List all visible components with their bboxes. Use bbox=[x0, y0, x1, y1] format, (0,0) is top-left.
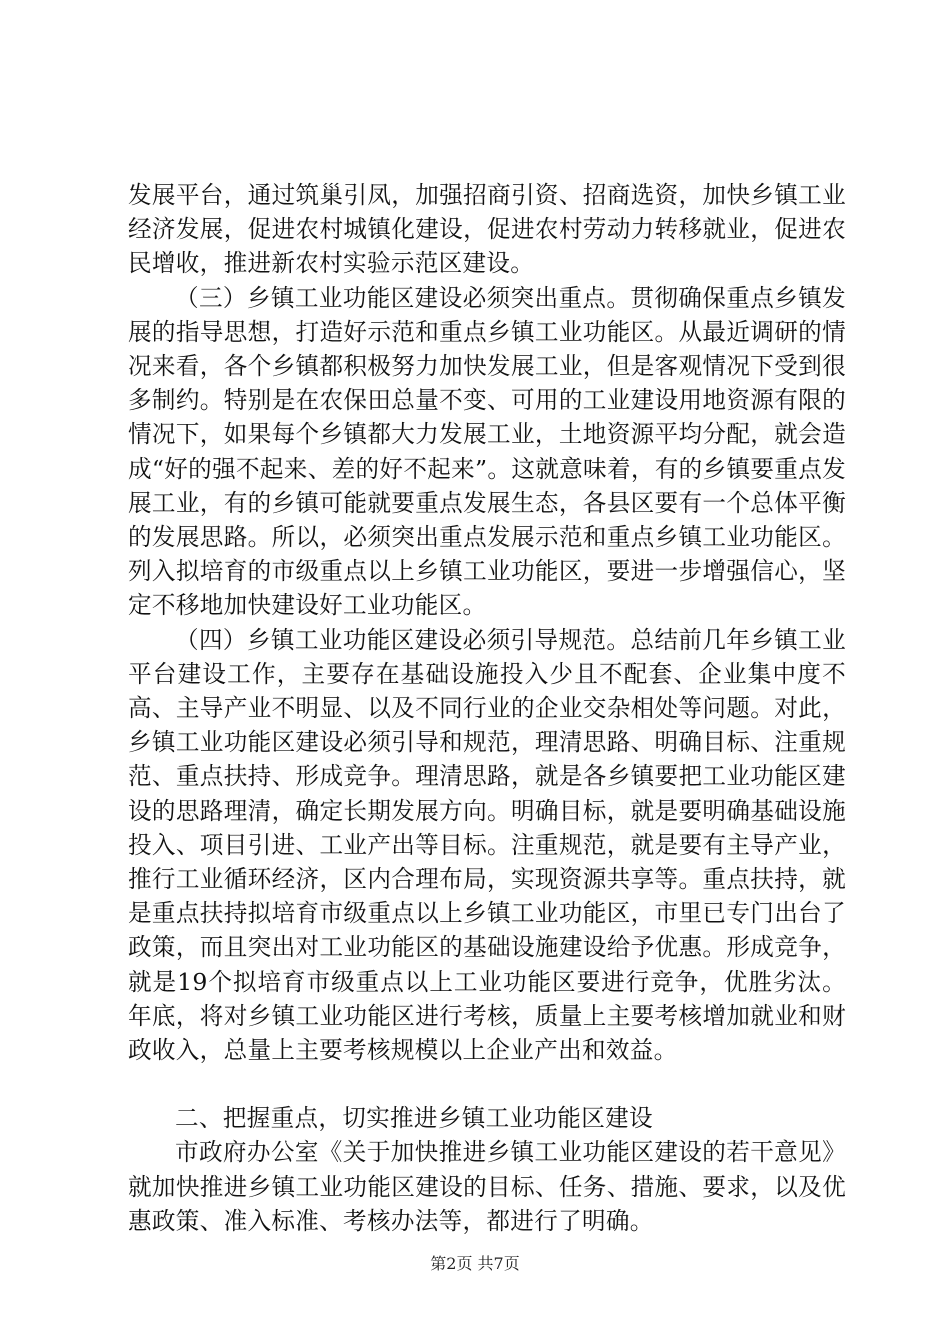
paragraph-section-four: （四）乡镇工业功能区建设必须引导规范。总结前几年乡镇工业平台建设工作，主要存在基础设施投入少且不配套、企业集中度不高、主导产业不明显、以及不同行业的企业交杂相处等问题。对此，乡镇工业功能区建设必须引导和规范，理清思路、明确目标、注重规范、重点扶持、形成竞争。理清思路，就是各乡镇要把工业功能区建设的思路理清，确定长期发展方向。明确目标，就是要明确基础设施投入、项目引进、工业产出等目标。注重规范，就是要有主导产业，推行工业循环经济，区内合理布局，实现资源共享等。重点扶持，就是重点扶持拟培育市级重点以上乡镇工业功能区，市里已专门出台了政策，而且突出对工业功能区的基础设施建设给予优惠。形成竞争，就是19个拟培育市级重点以上工业功能区要进行竞争，优胜劣汰。年底，将对乡镇工业功能区进行考核，质量上主要考核增加就业和财政收入，总量上主要考核规模以上企业产出和效益。 bbox=[128, 625, 846, 1065]
paragraph-gap bbox=[128, 1067, 846, 1101]
paragraph-continuation: 发展平台，通过筑巢引凤，加强招商引资、招商选资，加快乡镇工业经济发展，促进农村城镇化建设，促进农村劳动力转移就业，促进农民增收，推进新农村实验示范区建设。 bbox=[128, 181, 846, 278]
document-body bbox=[128, 178, 846, 1238]
section-heading: 二、把握重点，切实推进乡镇工业功能区建设 bbox=[175, 1104, 653, 1133]
page-number-footer: 第2页 共7页 bbox=[430, 1254, 520, 1273]
paragraph-section-two-intro: 市政府办公室《关于加快推进乡镇工业功能区建设的若干意见》就加快推进乡镇工业功能区建设的目标、任务、措施、要求，以及优惠政策、准入标准、考核办法等，都进行了明确。 bbox=[128, 1138, 846, 1235]
paragraph-section-three: （三）乡镇工业功能区建设必须突出重点。贯彻确保重点乡镇发展的指导思想，打造好示范和重点乡镇工业功能区。从最近调研的情况来看，各个乡镇都积极努力加快发展工业，但是客观情况下受到很多制约。特别是在农保田总量不变、可用的工业建设用地资源有限的情况下，如果每个乡镇都大力发展工业，土地资源平均分配，就会造成“好的强不起来、差的好不起来”。这就意味着，有的乡镇要重点发展工业，有的乡镇可能就要重点发展生态，各县区要有一个总体平衡的发展思路。所以，必须突出重点发展示范和重点乡镇工业功能区。列入拟培育的市级重点以上乡镇工业功能区，要进一步增强信心，坚定不移地加快建设好工业功能区。 bbox=[128, 283, 846, 620]
